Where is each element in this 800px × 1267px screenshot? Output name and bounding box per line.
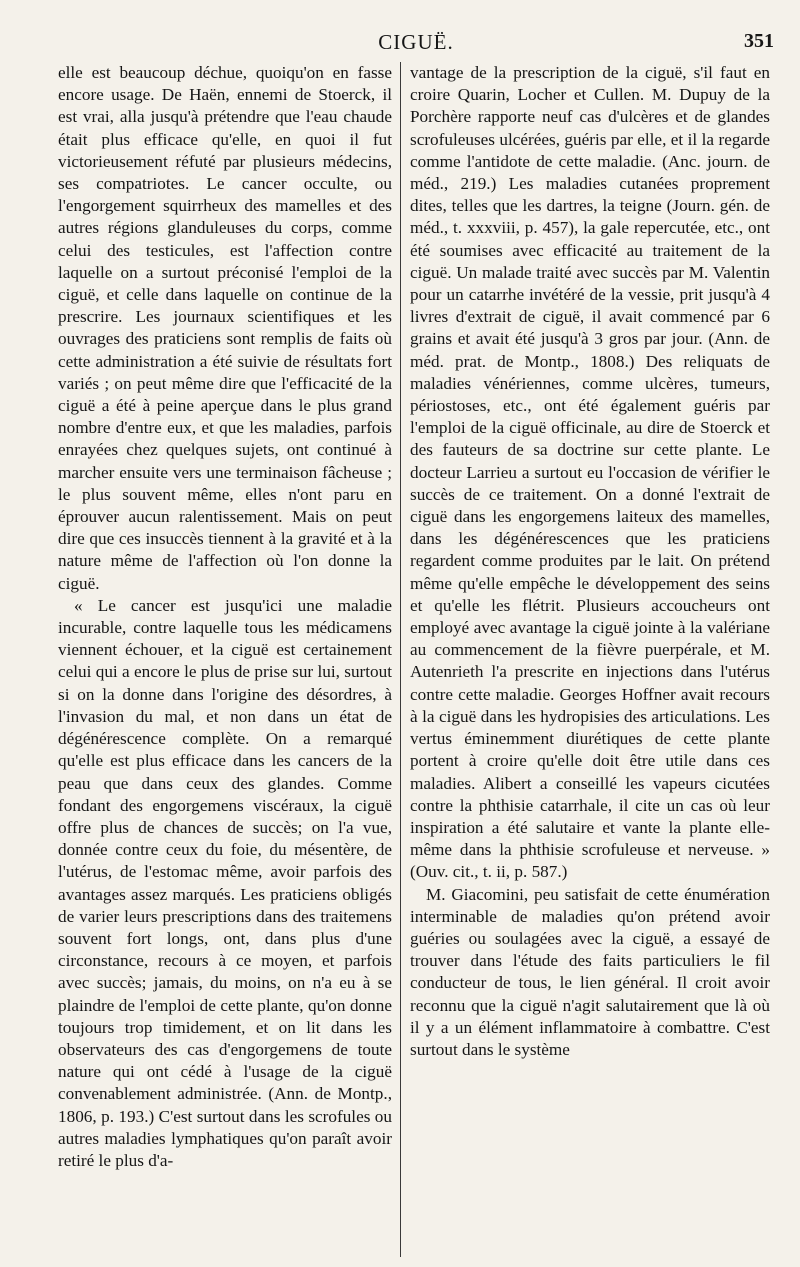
- left-column: [58, 62, 392, 1262]
- column-divider: [400, 62, 401, 1257]
- page-number: 351: [744, 30, 774, 52]
- right-column: [410, 62, 770, 1262]
- page-header: [58, 30, 774, 60]
- running-title: CIGUË.: [378, 30, 454, 54]
- paragraph: elle est beaucoup déchue, quoiqu'on en fasse encore usage. De Haën, ennemi de Stoerck, il est vrai, alla jusqu'à prétendre que l'eau chaude était plus efficace qu'elle, en quoi il fut victorieusement réfuté par plusieurs médecins, ses compatriotes. Le cancer occulte, ou l'engorgement squirrheux des mamelles et des autres régions glanduleuses du corps, comme celui des testicules, est l'affection contre laquelle on a surtout préconisé l'emploi de la ciguë, et celle dans laquelle on continue de la prescrire. Les journaux scientifiques et les ouvrages des praticiens sont remplis de faits où cette administration a été suivie de résultats fort variés ; on peut même dire que l'efficacité de la ciguë a été à peine aperçue dans le plus grand nombre d'entre eux, et que les maladies, parfois enrayées chez quelques sujets, ont continué à marcher ensuite vers une terminaison fâcheuse ; le plus souvent même, elles n'ont paru en éprouver aucun ralentissement. Mais on peut dire que ces insuccès tiennent à la gravité et à la nature même de l'affection où l'on donne la ciguë.: [58, 63, 392, 593]
- paragraph: « Le cancer est jusqu'ici une maladie incurable, contre laquelle tous les médicamens viennent échouer, et la ciguë est certainement celui qui a encore le plus de prise sur lui, surtout si on la donne dans l'origine des désordres, à l'invasion du mal, et non dans un état de dégénérescence complète. On a remarqué qu'elle est plus efficace dans les cancers de la peau que dans ceux des glandes. Comme fondant des engorgemens viscéraux, la ciguë offre plus de chances de succès; on l'a vue, donnée contre ceux du foie, du mésentère, de l'utérus, de l'estomac même, avoir parfois des avantages assez marqués. Les praticiens obligés de varier leurs prescriptions dans des traitemens souvent fort longs, ont, dans plus d'une circonstance, recours à ce moyen, et parfois avec succès; jamais, du moins, on n'a eu à se plaindre de l'emploi de cette plante, qu'on donne toujours trop timidement, et on lit dans les observateurs des cas d'engorgemens de toute nature qui ont cédé à l'usage de la ciguë convenablement administrée. (Ann. de Montp., 1806, p. 193.) C'est surtout dans les scrofules ou autres maladies lymphatiques qu'on paraît avoir retiré le plus d'a-: [58, 595, 392, 1170]
- paragraph: vantage de la prescription de la ciguë, s'il faut en croire Quarin, Locher et Cullen. M. Dupuy de la Porchère rapporte neuf cas d'ulcères et de glandes scrofuleuses ulcérées, guéris par elle, et il la regarde comme l'antidote de cette maladie. (Anc. journ. de méd., 219.) Les maladies cutanées proprement dites, telles que les dartres, la teigne (Journ. gén. de méd., t. xxxviii, p. 457), la gale repercutée, etc., ont été soumises avec efficacité au traitement de la ciguë. Un malade traité avec succès par M. Valentin pour un catarrhe invétéré de la vessie, prit jusqu'à 4 livres d'extrait de ciguë, il avait commencé par 6 grains et avait été jusqu'à 3 gros par jour. (Ann. de méd. prat. de Montp., 1808.) Des reliquats de maladies vénériennes, comme ulcères, tumeurs, périostoses, etc., ont été également guéris par l'emploi de la ciguë officinale, au dire de Stoerck et des fauteurs de sa doctrine sur cette plante. Le docteur Larrieu a surtout eu l'occasion de vérifier le succès de ce traitement. On a donné l'extrait de ciguë dans les engorgemens laiteux des mamelles, dans les dégénérescences que les praticiens regardent comme produites par le lait. On prétend même qu'elle empêche le développement des seins et qu'elle les flétrit. Plusieurs accoucheurs ont employé avec avantage la ciguë jointe à la valériane au commencement de la fièvre puerpérale, et M. Autenrieth l'a prescrite en injections dans l'utérus contre cette maladie. Georges Hoffner avait recours à la ciguë dans les hydropisies des articulations. Les vertus éminemment diurétiques de cette plante portent à croire qu'elle doit être utile dans ces maladies. Alibert a conseillé les vapeurs cicutées contre la phthisie catarrhale, il cite un cas où leur inspiration a été salutaire et vante la plante elle-même dans la phthisie scrofuleuse et nerveuse. » (Ouv. cit., t. ii, p. 587.): [410, 63, 770, 882]
- paragraph: M. Giacomini, peu satisfait de cette énumération interminable de maladies qu'on prétend avoir guéries ou soulagées avec la ciguë, a essayé de trouver dans l'étude des faits particuliers le fil conducteur de tous, le lien général. Il croit avoir reconnu que la ciguë n'agit salutairement que là où il y a un élément inflammatoire à combattre. C'est surtout dans le système: [410, 884, 770, 1059]
